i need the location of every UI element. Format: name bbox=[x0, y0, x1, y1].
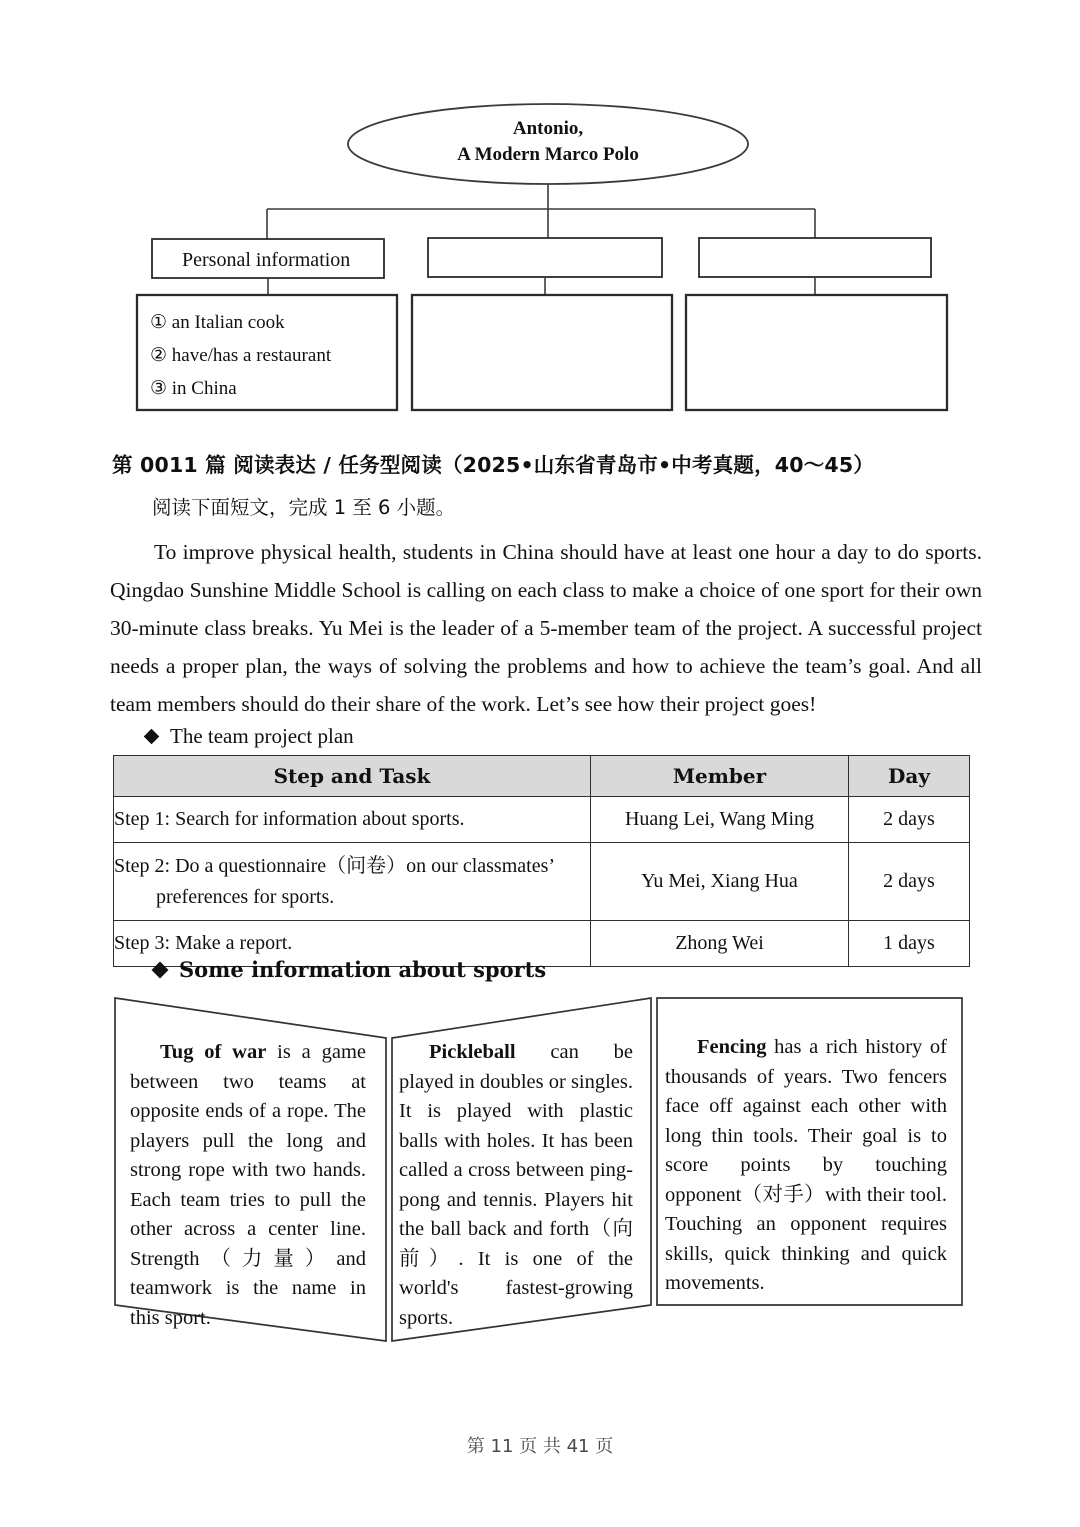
brochure-body-fencing: has a rich history of thousands of years. Two fencers face off against each other with long thin tools. Their goal is to score points by touching opponent（对手）with their tool. Touching an opponent requires skills, quick thinking and quick movements. bbox=[665, 1036, 947, 1294]
column-header-member: Member bbox=[591, 756, 849, 797]
subheading-plan-label: The team project plan bbox=[170, 724, 354, 748]
table-row bbox=[114, 797, 970, 843]
subheading-team-project-plan bbox=[146, 724, 354, 749]
mindmap-branch-box-2 bbox=[428, 238, 662, 277]
cell-task-line1: Step 3: Make a report. bbox=[114, 932, 293, 954]
cell-day: 2 days bbox=[849, 843, 970, 921]
mindmap-branch-box-3 bbox=[699, 238, 931, 277]
brochure-title-fencing: Fencing bbox=[697, 1036, 767, 1058]
mindmap-detail-box-3 bbox=[686, 295, 947, 410]
cell-task-line2: preferences for sports. bbox=[156, 885, 335, 908]
mindmap-diagram bbox=[0, 0, 1080, 430]
cell-day: 2 days bbox=[849, 797, 970, 843]
brochure-text-tug-of-war bbox=[130, 1038, 366, 1333]
brochure-text-fencing bbox=[665, 1033, 947, 1299]
cell-task-line1: Step 1: Search for information about sports. bbox=[114, 808, 465, 830]
mindmap-detail-item-1-2: ② have/has a restaurant bbox=[150, 345, 332, 366]
column-header-step-task: Step and Task bbox=[114, 756, 591, 797]
instruction-text: 阅读下面短文，完成 1 至 6 小题。 bbox=[152, 496, 456, 519]
subheading-sports-label: Some information about sports bbox=[179, 957, 547, 982]
cell-day: 1 days bbox=[849, 921, 970, 967]
reading-passage: To improve physical health, students in China should have at least one hour a day to do sports. Qingdao Sunshine Middle School is calling on each class to make a choice of one sport for their own 30-minute class breaks. Yu Mei is the leader of a 5-member team of the project. A successful project needs a proper plan, the ways of solving the problems and how to achieve the team’s goal. And all team members should do their share of the work. Let’s see how their project goes! bbox=[110, 540, 982, 716]
diamond-bullet-icon bbox=[144, 729, 160, 745]
mindmap-detail-item-1-3: ③ in China bbox=[150, 378, 237, 399]
cell-member: Zhong Wei bbox=[591, 921, 849, 967]
page-title: 第 0011 篇 阅读表达 / 任务型阅读（2025•山东省青岛市•中考真题，40～45） bbox=[112, 453, 875, 477]
mindmap-root-title-line1: Antonio, bbox=[512, 118, 584, 139]
cell-step-task bbox=[114, 843, 591, 921]
brochure-title-pickleball: Pickleball bbox=[429, 1041, 516, 1063]
mindmap-detail-box-2 bbox=[412, 295, 672, 410]
mindmap-detail-item-1-1: ① an Italian cook bbox=[150, 312, 285, 333]
cell-task-line1: Step 2: Do a questionnaire（问卷）on our classmates’ bbox=[114, 854, 556, 877]
brochure-body-pickleball: can be played in doubles or singles. It is played with plastic balls with holes. It has been called a cross between ping-pong and tennis. Players hit the ball back and forth（向前）. It is one of the world's fastest-growing sports. bbox=[399, 1041, 634, 1329]
mindmap-branch-label-1: Personal information bbox=[182, 249, 351, 271]
column-header-day: Day bbox=[849, 756, 970, 797]
team-project-plan-table bbox=[113, 755, 970, 967]
diamond-bullet-icon bbox=[152, 961, 169, 978]
cell-member: Huang Lei, Wang Ming bbox=[591, 797, 849, 843]
cell-step-task bbox=[114, 797, 591, 843]
brochure-body-tug-of-war: is a game between two teams at opposite ends of a rope. The players pull the long and strong rope with two hands. Each team tries to pull the other across a center line. Strength（力量）and teamwork is the name in this sport. bbox=[130, 1041, 366, 1329]
page-footer: 第 11 页 共 41 页 bbox=[466, 1436, 614, 1457]
brochure-title-tug-of-war: Tug of war bbox=[160, 1041, 267, 1063]
subheading-some-information-about-sports bbox=[154, 957, 546, 982]
table-header-row bbox=[114, 756, 970, 797]
table-row bbox=[114, 843, 970, 921]
brochure-text-pickleball bbox=[399, 1038, 633, 1333]
cell-member: Yu Mei, Xiang Hua bbox=[591, 843, 849, 921]
mindmap-root-title-line2: A Modern Marco Polo bbox=[457, 144, 639, 165]
